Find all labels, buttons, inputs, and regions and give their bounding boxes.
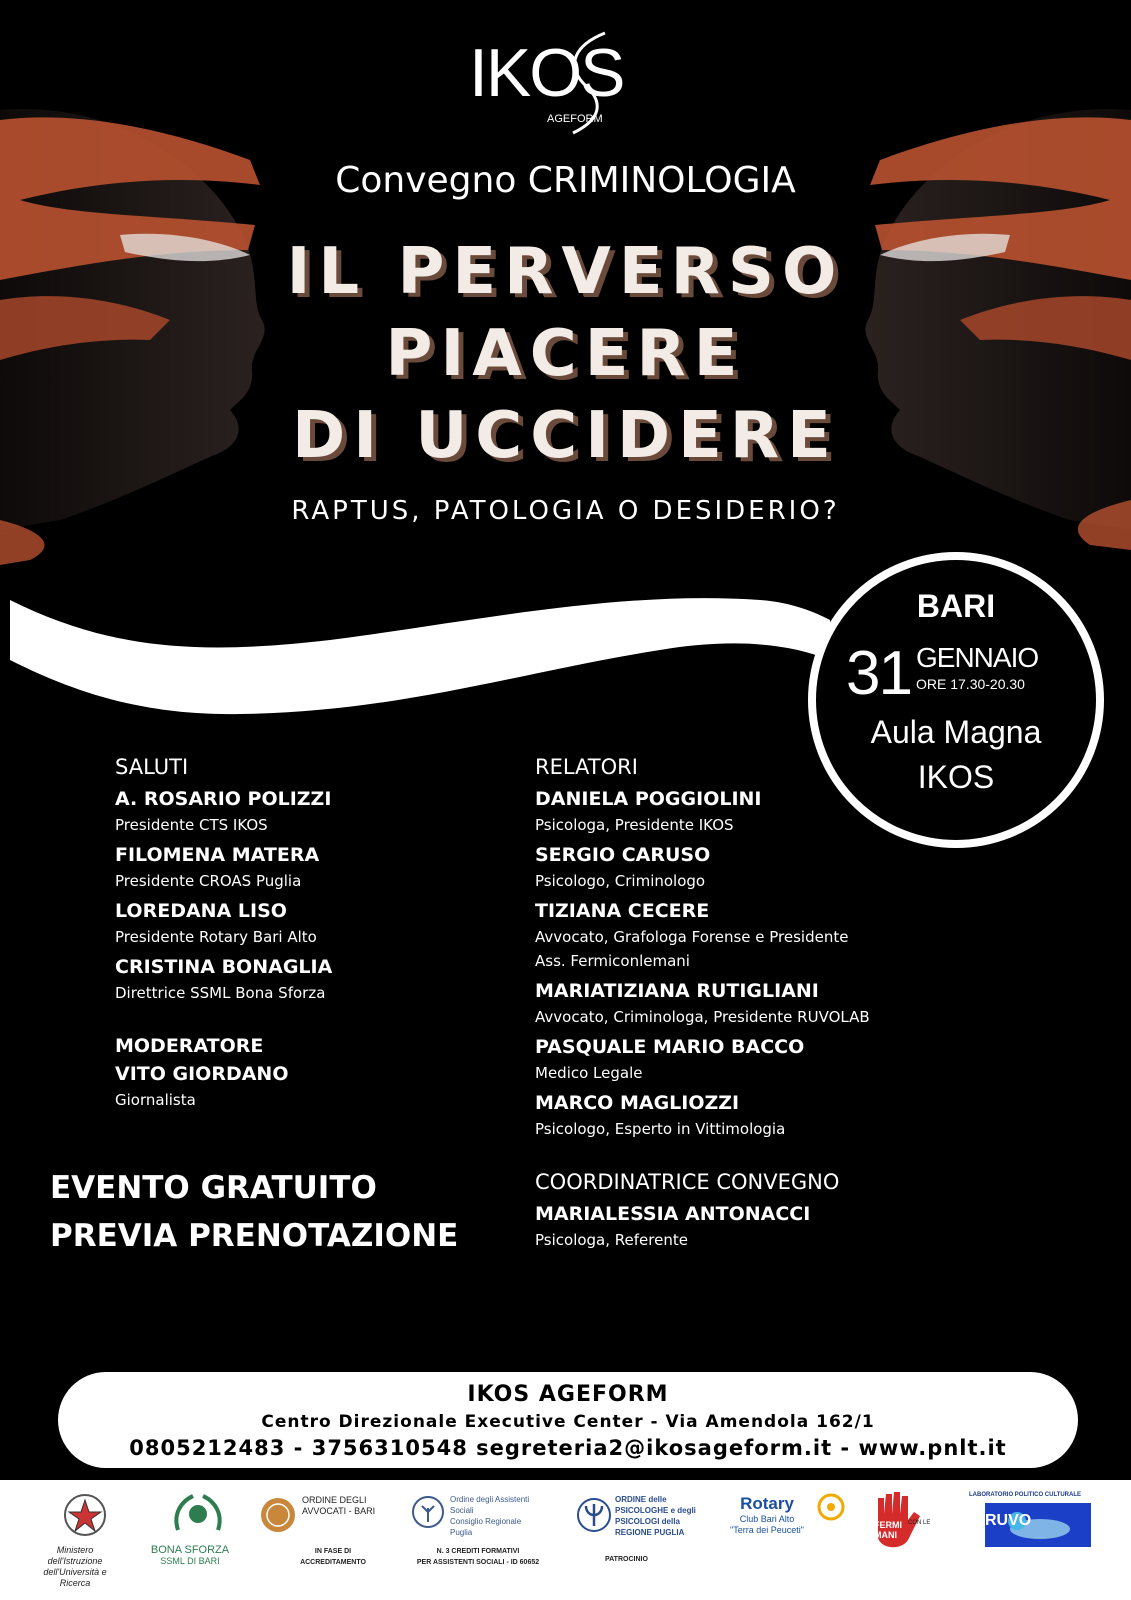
speaker-name: CRISTINA BONAGLIA <box>115 956 333 978</box>
speaker-name: PASQUALE MARIO BACCO <box>535 1036 805 1058</box>
promo-line-2: PREVIA PRENOTAZIONE <box>50 1218 459 1254</box>
sponsor-line: Ministero dell'Istruzione <box>47 1545 103 1566</box>
speaker-role: Medico Legale <box>535 1064 643 1082</box>
coordinatrice-heading: COORDINATRICE CONVEGNO <box>535 1170 840 1194</box>
sponsor-assistenti-sociali <box>408 1490 548 1590</box>
event-month: GENNAIO <box>916 642 1039 673</box>
speaker-name: MARIATIZIANA RUTIGLIANI <box>535 980 819 1002</box>
speaker-name: LOREDANA LISO <box>115 900 287 922</box>
coordinatrice-section <box>535 1168 995 1252</box>
speaker-role: Presidente Rotary Bari Alto <box>115 928 317 946</box>
contact-org: IKOS AGEFORM <box>467 1382 669 1407</box>
psi-icon <box>575 1496 613 1534</box>
sponsor-avvocati <box>258 1490 383 1590</box>
venue-line-2: IKOS <box>917 759 995 795</box>
sponsor-line: IN FASE DI <box>314 1548 352 1555</box>
coordinatrice-role: Psicologa, Referente <box>535 1231 688 1249</box>
sponsor-line: RUVO <box>985 1512 1032 1529</box>
contact-box <box>58 1372 1078 1468</box>
sponsor-line: FERMI <box>874 1520 902 1530</box>
sponsor-line: Rotary <box>740 1494 794 1513</box>
sponsor-bona-sforza <box>145 1490 235 1590</box>
title-line-2: PIACERE <box>385 317 746 391</box>
venue-line-1: Aula Magna <box>870 714 1042 750</box>
sponsor-line: LABORATORIO POLITICO CULTURALE <box>969 1492 1081 1498</box>
speaker-name: A. ROSARIO POLIZZI <box>115 788 332 810</box>
sponsor-psicologi <box>575 1490 700 1590</box>
white-wave <box>10 598 830 714</box>
speaker-role: Psicologa, Presidente IKOS <box>535 816 734 834</box>
event-time: ORE 17.30-20.30 <box>916 676 1025 692</box>
speaker-name: SERGIO CARUSO <box>535 844 711 866</box>
title-line-1: IL PERVERSO <box>286 235 845 309</box>
sponsor-line: ACCREDITAMENTO <box>300 1559 366 1566</box>
event-subtitle: RAPTUS, PATOLOGIA O DESIDERIO? <box>291 496 840 526</box>
speaker-role: Direttrice SSML Bona Sforza <box>115 984 326 1002</box>
moderatore-section <box>115 1028 495 1112</box>
speaker-role: Avvocato, Grafologa Forense e Presidente <box>535 928 849 946</box>
contact-details: 0805212483 - 3756310548 segreteria2@ikosageform.it - www.pnlt.it <box>129 1436 1007 1460</box>
speaker-role: Psicologo, Criminologo <box>535 872 706 890</box>
sponsor-line: PER ASSISTENTI SOCIALI - ID 60652 <box>416 1559 540 1566</box>
event-city: BARI <box>916 588 996 624</box>
title-line-3: DI UCCIDERE <box>292 399 839 473</box>
laurel-wreath-icon <box>168 1490 228 1540</box>
coordinatrice-name: MARIALESSIA ANTONACCI <box>535 1203 811 1225</box>
rotary-wheel-icon <box>816 1492 846 1522</box>
sponsor-line: ORDINE delle PSICOLOGHE e degli <box>615 1495 696 1515</box>
sponsor-line: Consiglio Regionale Puglia <box>450 1517 522 1537</box>
saluti-section <box>115 753 495 1005</box>
sponsor-fermi-con-le-mani <box>868 1490 938 1590</box>
sponsor-rotary <box>718 1490 848 1590</box>
relatori-section <box>535 753 995 1141</box>
speaker-name: MARCO MAGLIOZZI <box>535 1092 740 1114</box>
sponsor-line: BONA SFORZA <box>150 1544 230 1556</box>
free-event-notice <box>50 1164 458 1260</box>
speaker-role: Psicologo, Esperto in Vittimologia <box>535 1120 786 1138</box>
sponsor-footer <box>0 1480 1131 1600</box>
moderatore-name: VITO GIORDANO <box>115 1063 289 1085</box>
moderatore-role: Giornalista <box>115 1091 196 1109</box>
sponsor-line: dell'Università e Ricerca <box>43 1567 107 1588</box>
event-kicker: Convegno CRIMINOLOGIA <box>335 160 796 201</box>
speaker-role: Presidente CROAS Puglia <box>115 872 302 890</box>
event-day: 31 <box>846 639 911 708</box>
promo-line-1: EVENTO GRATUITO <box>50 1170 377 1206</box>
speaker-role: Presidente CTS IKOS <box>115 816 268 834</box>
moderatore-heading: MODERATORE <box>115 1035 264 1057</box>
speaker-name: TIZIANA CECERE <box>535 900 710 922</box>
sponsor-line: MANI <box>874 1530 897 1540</box>
ikos-logo <box>455 25 655 135</box>
sponsor-line: Ordine degli Assistenti Sociali <box>450 1495 530 1515</box>
sponsor-line: Club Bari Alto <box>739 1514 795 1524</box>
sponsor-line: N. 3 CREDITI FORMATIVI <box>436 1548 520 1555</box>
tree-icon <box>410 1494 446 1530</box>
speaker-role: Avvocato, Criminologa, Presidente RUVOLAB <box>535 1008 870 1026</box>
logo-wordmark: IKOS <box>469 35 624 111</box>
speaker-name: FILOMENA MATERA <box>115 844 320 866</box>
sponsor-line: PSICOLOGI della REGIONE PUGLIA <box>615 1517 685 1537</box>
sponsor-line: CON LE <box>908 1520 931 1526</box>
sponsor-line: ORDINE DEGLI <box>302 1495 367 1505</box>
speaker-role-cont: Ass. Fermiconlemani <box>535 952 690 970</box>
sponsor-line: SSML DI BARI <box>160 1556 220 1566</box>
sponsor-line: PATROCINIO <box>605 1556 648 1563</box>
sponsor-ruvo-lab <box>955 1490 1095 1590</box>
sponsor-line: AVVOCATI - BARI <box>302 1506 376 1516</box>
saluti-heading: SALUTI <box>115 755 189 779</box>
relatori-heading: RELATORI <box>535 755 638 779</box>
italian-emblem-icon <box>60 1490 110 1540</box>
sponsor-line: "Terra dei Peuceti" <box>730 1525 804 1535</box>
speaker-name: DANIELA POGGIOLINI <box>535 788 762 810</box>
logo-subtitle: AGEFORM <box>547 113 603 125</box>
left-paint-stroke <box>0 520 44 565</box>
seal-icon <box>258 1495 298 1535</box>
sponsor-ministry <box>30 1490 120 1590</box>
contact-address: Centro Direzionale Executive Center - Via Amendola 162/1 <box>261 1412 875 1432</box>
